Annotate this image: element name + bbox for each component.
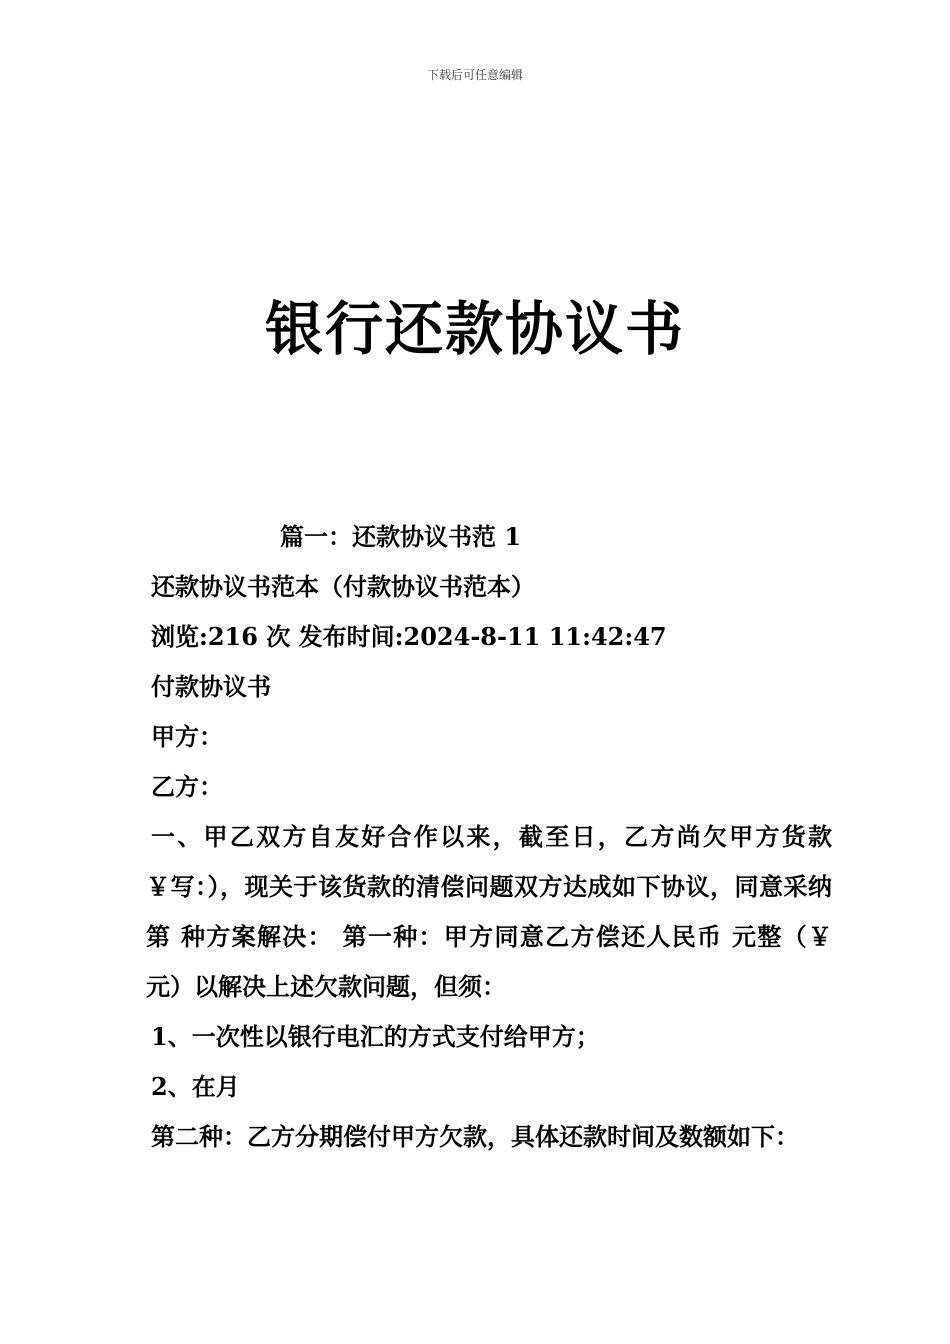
- subtitle-line: 还款协议书范本（付款协议书范本）: [151, 572, 535, 601]
- header-note: 下载后可任意编辑: [426, 68, 523, 82]
- doc-name-line: 付款协议书: [151, 672, 271, 701]
- item-2-line: 2、在月: [151, 1072, 240, 1101]
- section-heading: 篇一：还款协议书范 1: [280, 522, 522, 551]
- document-body: [146, 512, 832, 1162]
- document-title: 银行还款协议书: [264, 295, 685, 363]
- clause-1-paragraph: 一、甲乙双方自友好合作以来，截至日，乙方尚欠甲方货款￥写：），现关于该货款的清偿问题双方达成如下协议，同意采纳第 种方案解决： 第一种：甲方同意乙方偿还人民币 元整（￥ 元）以解决上述欠款问题，但须：: [146, 822, 832, 1001]
- meta-line: 浏览:216 次 发布时间:2024-8-11 11:42:47: [151, 622, 667, 651]
- party-b-line: 乙方：: [151, 772, 223, 801]
- item-1-line: 1、一次性以银行电汇的方式支付给甲方；: [151, 1022, 600, 1051]
- option-2-paragraph: 第二种：乙方分期偿付甲方欠款，具体还款时间及数额如下：: [151, 1122, 799, 1151]
- party-a-line: 甲方：: [151, 722, 223, 751]
